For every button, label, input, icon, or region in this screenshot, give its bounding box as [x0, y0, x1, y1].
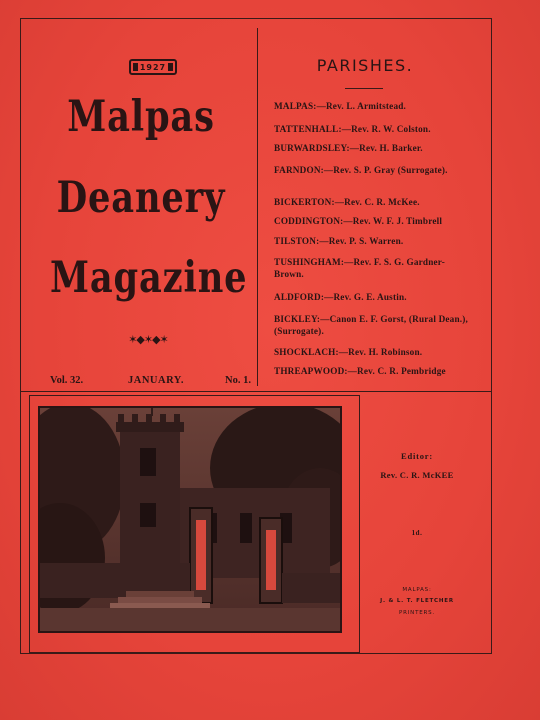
- editor-name: Rev. C. R. McKEE: [380, 470, 454, 480]
- parish-item: BICKERTON:—Rev. C. R. McKee.: [274, 197, 420, 207]
- parish-item: TUSHINGHAM:—Rev. F. S. G. Gardner-Brown.: [274, 257, 445, 279]
- parish-item: [274, 164, 474, 176]
- printer-name: J. & L. T. FLETCHER: [380, 598, 454, 604]
- section-divider: [20, 391, 492, 392]
- church-photograph: [38, 406, 342, 633]
- heading-rule: [345, 88, 383, 89]
- printer-location: MALPAS:: [402, 587, 432, 593]
- issue-number: No. 1.: [225, 375, 251, 386]
- parish-item: THREAPWOOD:—Rev. C. R. Pembridge: [274, 366, 446, 376]
- masthead-line-3: Magazine: [49, 253, 248, 303]
- parish-item: MALPAS:—Rev. L. Armitstead.: [274, 101, 407, 111]
- year-badge: 1927: [129, 59, 177, 75]
- masthead-line-2: Deanery: [56, 173, 226, 223]
- editor-label: Editor:: [400, 451, 434, 461]
- ornament-divider-icon: ✶◆✶◆✶: [128, 333, 168, 346]
- parish-item: BURWARDSLEY:—Rev. H. Barker.: [274, 143, 423, 153]
- parish-item: ALDFORD:—Rev. G. E. Austin.: [274, 292, 407, 302]
- issue-volume: Vol. 32.: [50, 375, 84, 386]
- parish-item-text: FARNDON:—Rev. S. P. Gray (Surrogate).: [274, 165, 448, 175]
- issue-month: JANUARY.: [128, 375, 185, 386]
- parish-item: CODDINGTON:—Rev. W. F. J. Timbrell: [274, 216, 443, 226]
- parish-item: SHOCKLACH:—Rev. H. Robinson.: [274, 347, 423, 357]
- column-divider: [257, 28, 258, 386]
- parish-item: TATTENHALL:—Rev. R. W. Colston.: [274, 124, 431, 134]
- church-tower-image: [40, 408, 340, 631]
- parish-item: BICKLEY:—Canon E. F. Gorst, (Rural Dean.), (Surrogate).: [274, 314, 469, 336]
- printer-label: PRINTERS.: [399, 610, 435, 616]
- parish-item: TILSTON:—Rev. P. S. Warren.: [274, 236, 404, 246]
- price: 1d.: [411, 529, 423, 537]
- parishes-heading: PARISHES.: [316, 56, 414, 75]
- masthead-line-1: Malpas: [67, 92, 215, 142]
